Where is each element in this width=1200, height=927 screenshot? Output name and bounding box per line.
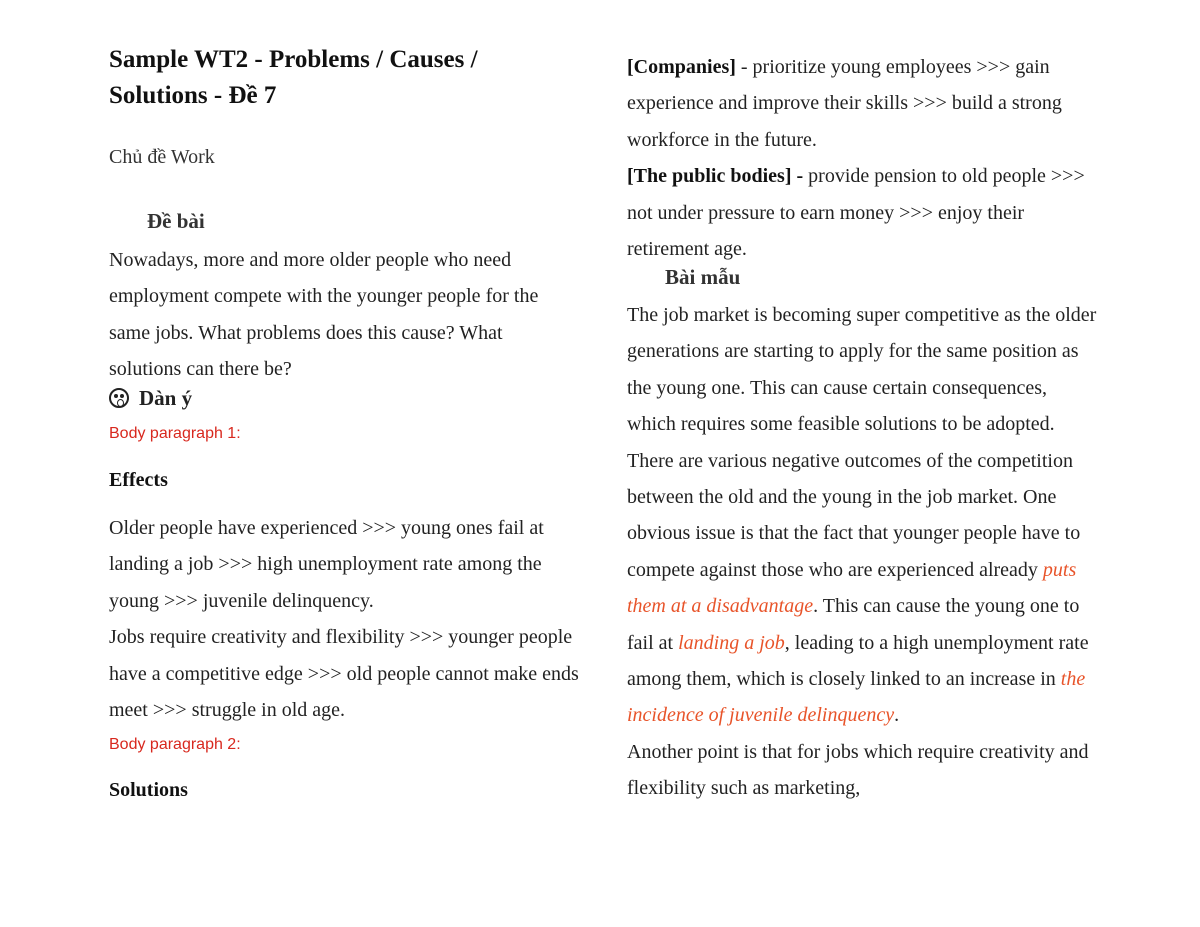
highlight-phrase: puts them at a disadvantage: [627, 558, 1077, 618]
effects-heading: Effects: [109, 469, 168, 491]
solution-public-bodies: [627, 158, 1097, 267]
effects-line-2: Jobs require creativity and flexibility >>> younger people have a competitive edge >>> old people cannot make ends meet >>> struggle in old age.: [109, 626, 579, 722]
essay-text: [627, 297, 1097, 807]
effects-line-1: Older people have experienced >>> young ones fail at landing a job >>> high unemployment rate among the young >>> juvenile delinquency.: [109, 517, 544, 612]
solution-companies: [627, 49, 1097, 158]
solutions-text: [627, 49, 1097, 267]
body-paragraph-2-label: Body paragraph 2:: [109, 736, 241, 753]
outline-heading: [109, 383, 192, 413]
essay-text-run: . This can cause the young one to fail at: [627, 595, 1080, 654]
surprised-face-icon: [109, 388, 129, 408]
essay-body-1: [627, 443, 1097, 734]
solutions-heading: Solutions: [109, 779, 188, 801]
topic-label: Chủ đề Work: [109, 146, 215, 168]
companies-text: - prioritize young employees >>> gain experience and improve their skills >>> build a strong workforce in the future.: [627, 56, 1062, 151]
question-heading: Đề bài: [147, 209, 205, 233]
essay-text-run: .: [894, 704, 900, 727]
highlight-phrase: the incidence of juvenile delinquency: [627, 668, 1086, 727]
essay-body-2: Another point is that for jobs which require creativity and flexibility such as marketing,: [627, 740, 1089, 800]
page-title: Sample WT2 - Problems / Causes / Solutions - Đề 7: [109, 46, 478, 109]
essay-text-run: There are various negative outcomes of the competition between the old and the young in the job market. One obvious issue is that the fact that younger people have to compete against those who are experienced already: [627, 449, 1081, 581]
question-text: Nowadays, more and more older people who need employment compete with the younger people for the same jobs. What problems does this cause? What solutions can there be?: [109, 249, 539, 381]
outline-heading-label: Dàn ý: [139, 386, 193, 410]
effects-text: [109, 510, 579, 728]
companies-label: [Companies]: [627, 56, 736, 78]
public-bodies-text: provide pension to old people >>> not under pressure to earn money >>> enjoy their retirement age.: [627, 165, 1085, 261]
public-bodies-label: [The public bodies]: [627, 165, 792, 188]
sample-heading: Bài mẫu: [665, 265, 741, 289]
highlight-phrase: landing a job: [678, 631, 785, 654]
essay-intro: The job market is becoming super competitive as the older generations are starting to apply for the same position as the young one. This can cause certain consequences, which requires some feasible solutions to be adopted.: [627, 304, 1097, 436]
essay-text-run: , leading to a high unemployment rate among them, which is closely linked to an increase in: [627, 631, 1089, 691]
public-bodies-dash: -: [791, 165, 809, 188]
body-paragraph-1-label: Body paragraph 1:: [109, 425, 241, 442]
